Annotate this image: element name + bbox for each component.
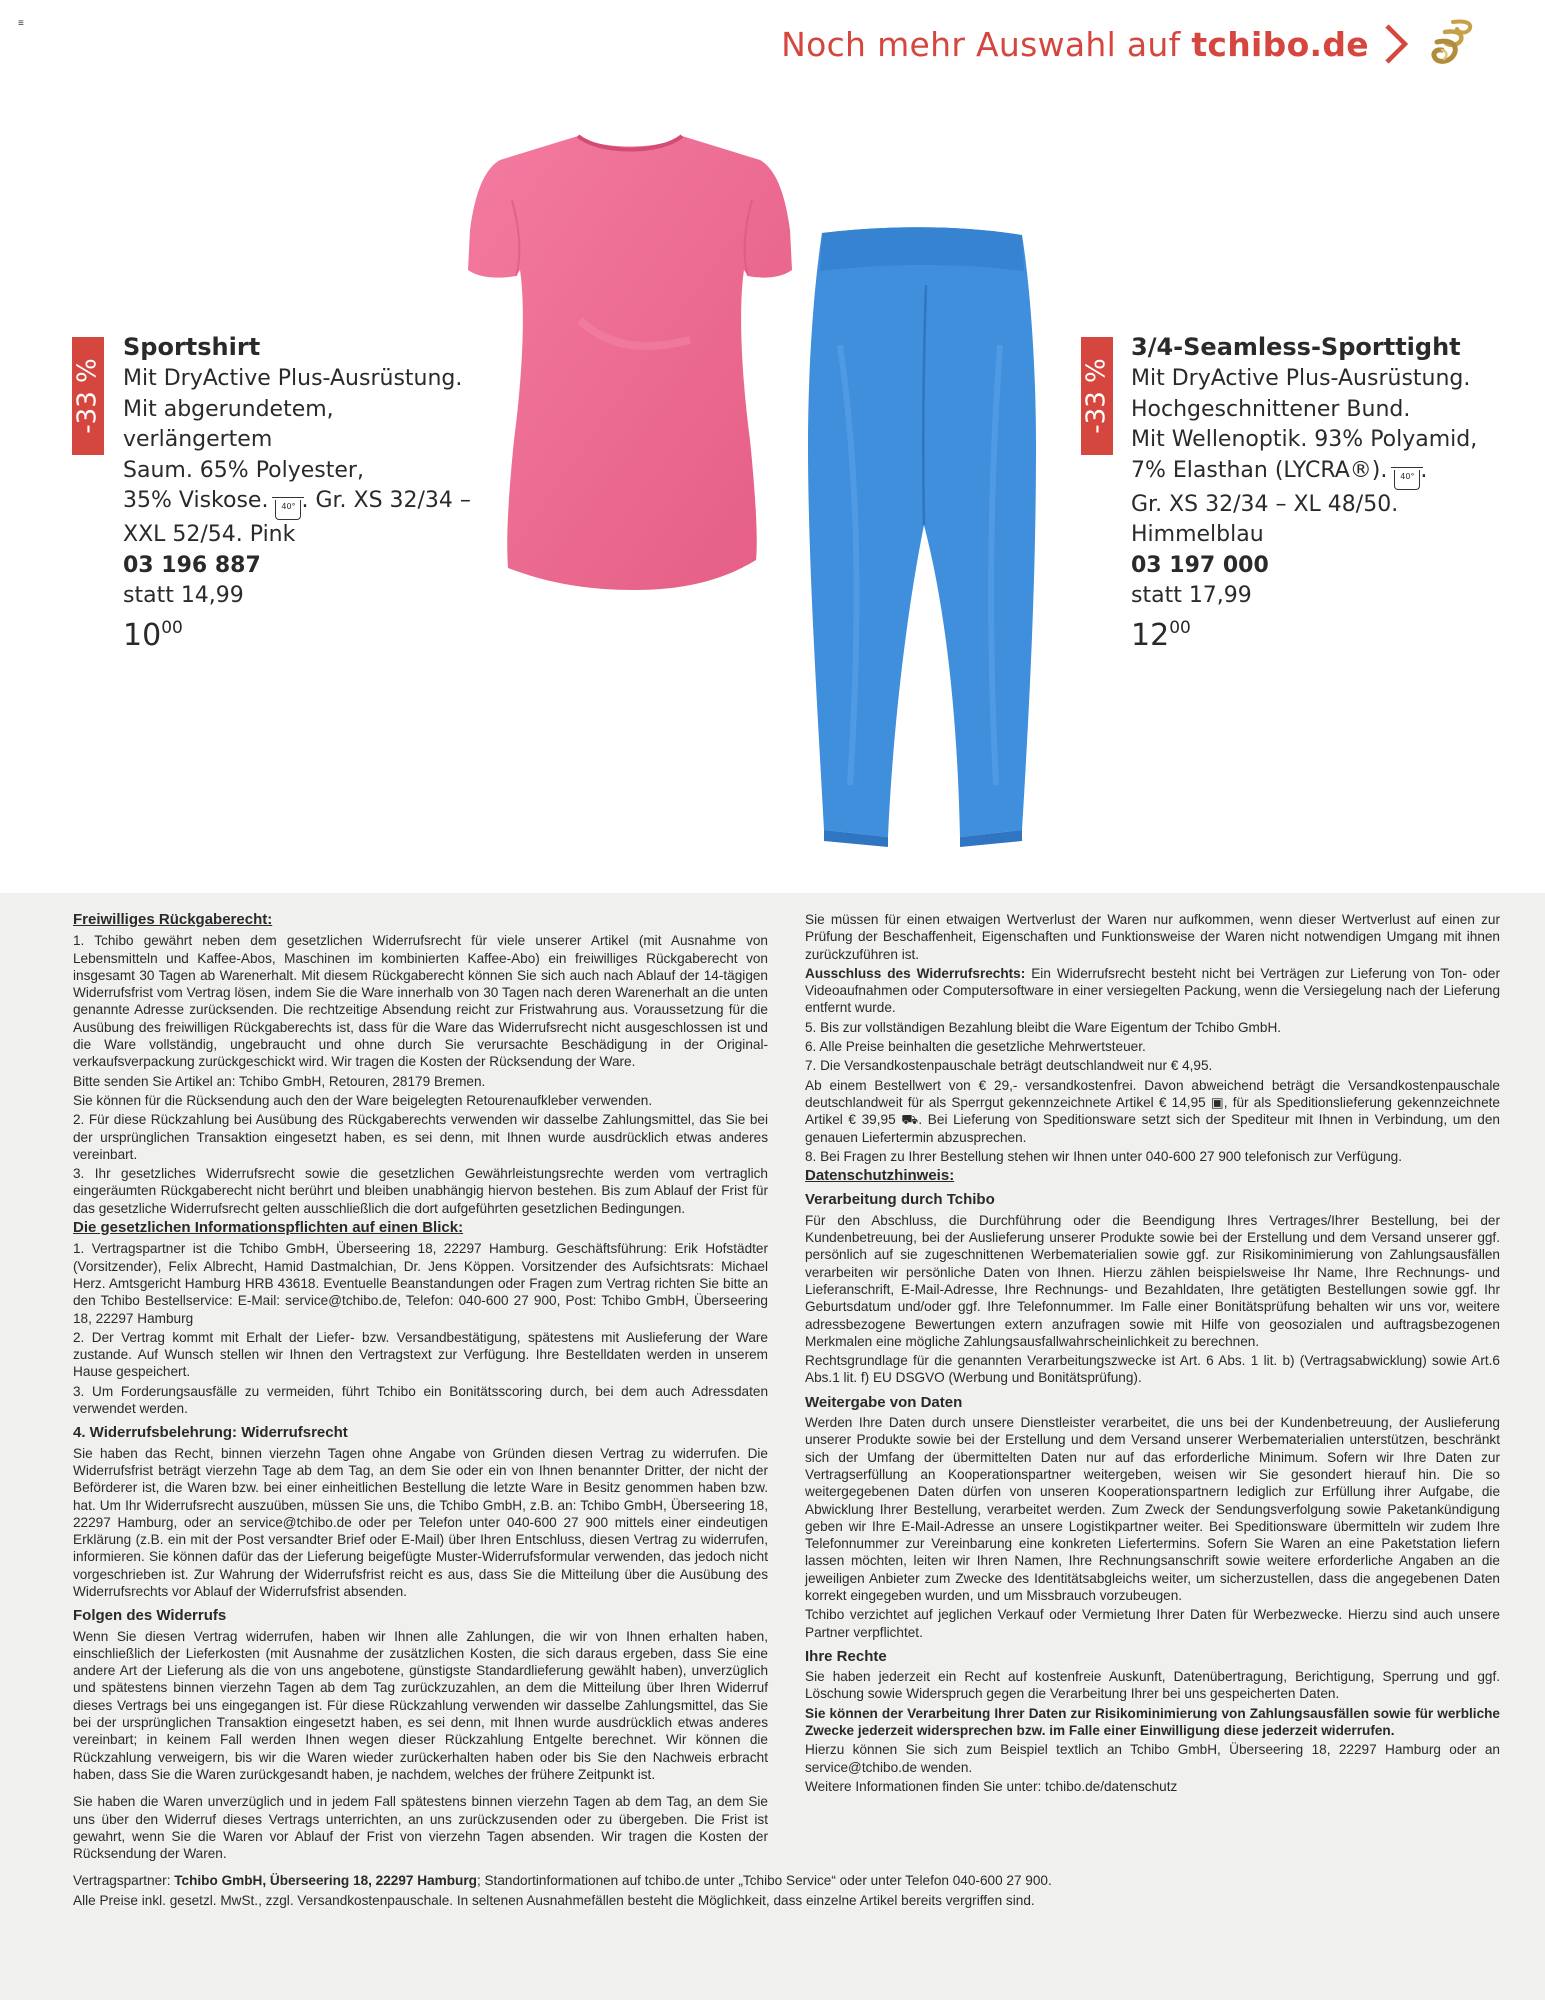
- top-banner[interactable]: [781, 14, 1479, 74]
- chevron-right-icon[interactable]: [1383, 23, 1409, 65]
- discount-badge: -33 %: [72, 337, 104, 455]
- legal-paragraph: 1. Vertragspartner ist die Tchibo GmbH, Überseering 18, 22297 Hamburg. Geschäftsführung: Erik Hofstädter (Vorsitzender), Felix Albrecht, Hamid Dastmalchian, Dr. Jens Köppen. Vorsitzender des Aufsichtsrats: Michael Herz. Amtsgericht Hamburg HRB 43618. Eventuelle Beanstandungen oder Fragen zum Vertrag richten Sie bitte an den Tchibo Bestellservice: E-Mail: service@tchibo.de, Telefon: 040-600 27 900, Post: Tchibo GmbH, Überseering 18, 22297 Hamburg: [73, 1241, 768, 1326]
- corner-mark: ≡: [18, 18, 24, 29]
- old-price: statt 14,99: [123, 583, 244, 608]
- legal-paragraph: Für den Abschluss, die Durchführung oder die Beendigung Ihres Vertrages/Ihrer Bestellung, bei der Kundenbetreuung, bei der Auslieferung unserer Produkte sowie bei der Erstellung und dem Versand unserer ggf. persönlich auf sie zugeschnittenen Werbematerialien sowie ggf. zur Risikominimierung von Zahlungsausfällen verarbeiten wir persönliche Daten von Ihnen. Hierzu zählen beispielsweise Ihr Name, Ihre Rechnungs- und Lieferanschrift, E-Mail-Adresse, Ihre Rechnungs- und Bezahldaten, Ihre getätigten Bestellungen sowie ggf. Ihr Geburtsdatum und/oder ggf. Ihre Telefonnummer. Im Falle einer Bonitätsprüfung behalten wir uns vor, weitere adressbezogene Bewertungen extern anzufragen sowie mit Hilfe von geosozialen und auftragsbezogenen Merkmalen eine mögliche Zahlungsausfallwahrscheinlichkeit zu berechnen.: [805, 1212, 1500, 1349]
- legal-paragraph: Weitere Informationen finden Sie unter: tchibo.de/datenschutz: [805, 1778, 1178, 1794]
- footer-price-note: Alle Preise inkl. gesetzl. MwSt., zzgl. Versandkostenpauschale. In seltenen Ausnahmefällen besteht die Möglichkeit, dass einzelne Artikel bereits vergriffen sind.: [73, 1892, 1035, 1908]
- product-desc-line: 7% Elasthan (LYCRA®). 40° .: [1131, 456, 1501, 490]
- section-subheading: Folgen des Widerrufs: [73, 1607, 227, 1625]
- legal-paragraph: Sie müssen für einen etwaigen Wertverlust der Waren nur aufkommen, wenn dieser Wertverlust auf einen zur Prüfung der Beschaffenheit, Eigenschaften und Funktionsweise der Waren nicht notwendigen Umgang mit ihnen zurückzuführen ist.: [805, 912, 1500, 962]
- legal-paragraph: Rechtsgrundlage für die genannten Verarbeitungszwecke ist Art. 6 Abs. 1 lit. b) (Vertragsabwicklung) sowie Art.6 Abs.1 lit. f) EU DSGVO (Werbung und Bonitätsprüfung).: [805, 1353, 1500, 1386]
- legal-paragraph: 8. Bei Fragen zu Ihrer Bestellung stehen wir Ihnen unter 040-600 27 900 telefonisch zur Verfügung.: [805, 1148, 1402, 1164]
- product-sporttight[interactable]: [1131, 332, 1501, 653]
- legal-paragraph: Sie haben die Waren unverzüglich und in jedem Fall spätestens binnen vierzehn Tagen ab dem Tag, an dem Sie uns über den Widerruf dieses Vertrags unterrichten, an uns zurückzusenden oder zu übergeben. Die Frist ist gewahrt, wenn Sie die Waren vor Ablauf der Frist von vierzehn Tagen absenden. Wir tragen die Kosten der Rücksendung der Waren.: [73, 1794, 768, 1862]
- legal-paragraph: Sie haben das Recht, binnen vierzehn Tagen ohne Angabe von Gründen diesen Vertrag zu widerrufen. Die Widerrufsfrist beträgt vierzehn Tage ab dem Tag, an dem Sie oder ein von Ihnen benannter Dritter, der nicht der Beförderer ist, die Waren bzw. bei einer einheitlichen Bestellung die letzte Ware in Besitz genommen haben bzw. hat. Um Ihr Widerrufsrecht auszuüben, müssen Sie uns, die Tchibo GmbH, z.B. an: Tchibo GmbH, Überseering 18, 22297 Hamburg, oder an service@tchibo.de oder per Telefon unter 040-600 27 900 mittels einer eindeutigen Erklärung (z.B. ein mit der Post versandter Brief oder E-Mail) über Ihren Entschluss, diesen Vertrag zu widerrufen, informieren. Sie können dafür das der Lieferung beigefügte Muster-Widerrufsformular verwenden, das jedoch nicht vorgeschrieben ist. Zur Wahrung der Widerrufsfrist reicht es aus, dass Sie die Mitteilung über die Ausübung des Widerrufsrechts vor Ablauf der Widerrufsfrist absenden.: [73, 1445, 768, 1599]
- product-title[interactable]: Sportshirt: [123, 333, 261, 361]
- price: $10^{00}$: [123, 617, 183, 653]
- product-desc-line: Hochgeschnittener Bund.: [1131, 396, 1411, 422]
- legal-paragraph: Werden Ihre Daten durch unsere Dienstleister verarbeitet, die uns bei der Kundenbetreuung, der Auslieferung unserer Produkte sowie bei der Erstellung und dem Versand unserer Werbematerialien unterstützen, beschränkt sich der Umfang der übermittelten Daten nur auf das erforderliche Minimum. Sofern wir Ihre Daten zur Vertragserfüllung an Kooperationspartner weitergeben, weisen wir Sie gesondert hierauf hin. Die so weitergegebenen Daten dürfen von unseren Kooperationspartnern lediglich zur Erfüllung ihrer Aufgabe, die Abwicklung Ihrer Bestellung, verarbeitet werden. Zum Zweck der Sendungsverfolgung sowie Paketankündigung geben wir Ihre E-Mail-Adresse an unsere Logistikpartner weiter. Bei Speditionsware übermitteln wir zudem Ihre Telefonnummer zur Vereinbarung eine konkreten Liefertermins. Sofern Sie Waren an eine Paketstation liefern lassen möchten, leiten wir Ihren Namen, Ihre Rechnungsanschrift sowie weitere erforderliche Angaben an die jeweiligen Anbieter zum Zwecke des Identitätsabgleichs weiter, um sicherzustellen, dass die angegebenen Daten korrekt eingegeben wurden, und um Missbrauch vorzubeugen.: [805, 1415, 1500, 1603]
- legal-paragraph: Sie können für die Rücksendung auch den der Ware beigelegten Retourenaufkleber verwenden.: [73, 1092, 653, 1108]
- footer-contract-partner: Vertragspartner: Tchibo GmbH, Überseering 18, 22297 Hamburg; Standortinformationen auf tchibo.de unter „Tchibo Service“ oder unter Telefon 040-600 27 900.: [73, 1873, 1052, 1889]
- wash-40-icon: 40°: [275, 500, 301, 520]
- legal-paragraph: Tchibo verzichtet auf jeglichen Verkauf oder Vermietung Ihrer Daten für Werbezwecke. Hierzu sind auch unsere Partner verpflichtet.: [805, 1607, 1500, 1640]
- legal-paragraph: Sie haben jederzeit ein Recht auf kostenfreie Auskunft, Datenübertragung, Berichtigung, Sperrung und ggf. Löschung sowie Widerspruch gegen die Verarbeitung Ihrer bei uns gespeicherten Daten.: [805, 1669, 1500, 1702]
- product-desc-line: Mit abgerundetem, verlängertem: [123, 396, 334, 452]
- legal-paragraph: Ab einem Bestellwert von € 29,- versandkostenfrei. Davon abweichend beträgt die Versandkostenpauschale deutschlandweit für als Sperrgut gekennzeichnete Artikel € 14,95 ▣, für als Speditionslieferung gekennzeichnete Artikel € 39,95 ⛟. Bei Lieferung von Speditionsware setzt sich der Spediteur mit Ihnen in Verbindung, um den genauen Liefertermin abzusprechen.: [805, 1077, 1500, 1145]
- wash-40-icon: 40°: [1394, 470, 1420, 490]
- legal-paragraph: 6. Alle Preise beinhalten die gesetzliche Mehrwertsteuer.: [805, 1039, 1146, 1055]
- banner-text[interactable]: [781, 25, 1369, 64]
- product-title[interactable]: 3/4-Seamless-Sporttight: [1131, 333, 1461, 361]
- product-desc-line: Saum. 65% Polyester,: [123, 457, 364, 483]
- banner-brand: tchibo.de: [1191, 24, 1369, 64]
- section-subheading: Ihre Rechte: [805, 1647, 887, 1665]
- legal-paragraph: Sie können der Verarbeitung Ihrer Daten zur Risikominimierung von Zahlungsausfällen sowie für werbliche Zwecke jederzeit widersprechen bzw. im Falle einer Einwilligung diese jederzeit widerrufen.: [805, 1705, 1500, 1739]
- product-desc-line: 35% Viskose. 40° . Gr. XS 32/34 –: [123, 486, 483, 520]
- product-desc-line: XXL 52/54. Pink: [123, 522, 296, 547]
- legal-paragraph: Bitte senden Sie Artikel an: Tchibo GmbH, Retouren, 28179 Bremen.: [73, 1073, 486, 1089]
- product-desc-line: Himmelblau: [1131, 522, 1264, 547]
- legal-paragraph: 2. Für diese Rückzahlung bei Ausübung des Rückgaberechts verwenden wir dasselbe Zahlungsmittel, das Sie bei der ursprünglichen Transaktion eingesetzt haben, es sei denn, mit Ihnen wurde ausdrücklich etwas anderes vereinbart.: [73, 1112, 768, 1162]
- section-subheading: Verarbeitung durch Tchibo: [805, 1191, 995, 1209]
- banner-prefix: Noch mehr Auswahl auf: [781, 24, 1192, 64]
- product-desc-line: Gr. XS 32/34 – XL 48/50.: [1131, 491, 1399, 517]
- legal-paragraph: 5. Bis zur vollständigen Bezahlung bleibt die Ware Eigentum der Tchibo GmbH.: [805, 1019, 1282, 1035]
- section-heading: Datenschutzhinweis:: [805, 1167, 955, 1185]
- discount-badge: -33 %: [1081, 337, 1113, 455]
- old-price: statt 17,99: [1131, 583, 1252, 608]
- sporttight-image[interactable]: [800, 225, 1045, 850]
- legal-paragraph: Ausschluss des Widerrufsrechts: Ein Widerrufsrecht besteht nicht bei Verträgen zur Lieferung von Ton- oder Videoaufnahmen oder Computersoftware in einer versiegelten Packung, wenn die Versiegelung nach der Lieferung entfernt wurde.: [805, 965, 1501, 1016]
- product-desc-line: Mit Wellenoptik. 93% Polyamid,: [1131, 427, 1478, 452]
- legal-section: [0, 893, 1545, 2000]
- article-number: 03 197 000: [1131, 552, 1269, 578]
- legal-paragraph: 2. Der Vertrag kommt mit Erhalt der Liefer- bzw. Versandbestätigung, spätestens mit Auslieferung der Ware zustande. Auf Wunsch stellen wir Ihnen den Vertragstext zur Verfügung. Ihre Bestelldaten werden in unserem Hause gespeichert.: [73, 1329, 768, 1380]
- section-subheading: 4. Widerrufsbelehrung: Widerrufsrecht: [73, 1424, 348, 1442]
- sportshirt-image[interactable]: [460, 120, 800, 600]
- legal-paragraph: 3. Ihr gesetzliches Widerrufsrecht sowie die gesetzlichen Gewährleistungsrechte werden vom vertraglich eingeräumten Rückgaberecht nicht berührt und bleiben unabhängig hiervon bestehen. Bis zum Ablauf der Frist für das gesetzliche Widerrufsrecht gelten ausschließlich die dort aufgeführten gesetzlichen Bedingungen.: [73, 1166, 768, 1216]
- product-sportshirt[interactable]: [123, 332, 483, 653]
- product-desc-line: Mit DryActive Plus-Ausrüstung.: [1131, 366, 1471, 391]
- price: $12^{00}$: [1131, 617, 1191, 653]
- legal-paragraph: 1. Tchibo gewährt neben dem gesetzlichen Widerrufsrecht für viele unserer Artikel (mit Ausnahme von Lebensmitteln und Kaffee-Abos, Maschinen im kombinierten Kaffee-Abo) ein freiwilliges Rückgaberecht von insgesamt 30 Tagen ab Warenerhalt. Mit diesem Rückgaberecht können Sie sich auch nach Ablauf der 14-tägigen Widerrufsfrist vom Vertrag lösen, indem Sie die Ware innerhalb von 30 Tagen nach deren Warenerhalt an die unten genannte Adresse zurücksenden. Die rechtzeitige Absendung reicht zur Fristwahrung aus. Voraussetzung für die Ausübung des freiwilligen Rückgaberechts ist, dass für die Ware das Widerrufsrecht nicht ausgeschlossen ist und die Ware vollständig, ungebraucht und ohne durch Sie verursachte Beschädigung in der Original-verkaufsverpackung zurückgeschickt wird. Wir tragen die Kosten der Rücksendung der Ware.: [73, 933, 768, 1070]
- legal-paragraph: 7. Die Versandkostenpauschale beträgt deutschlandweit nur € 4,95.: [805, 1058, 1213, 1074]
- legal-paragraph: Wenn Sie diesen Vertrag widerrufen, haben wir Ihnen alle Zahlungen, die wir von Ihnen erhalten haben, einschließlich der Lieferkosten (mit Ausnahme der zusätzlichen Kosten, die sich daraus ergeben, dass Sie eine andere Art der Lieferung als die von uns angebotene, günstigste Standardlieferung gewählt haben), unverzüglich und spätestens binnen vierzehn Tagen ab dem Tag zurückzuzahlen, an dem die Mitteilung über Ihren Widerruf dieses Vertrags bei uns eingegangen ist. Für diese Rückzahlung verwenden wir dasselbe Zahlungsmittel, das Sie bei der ursprünglichen Transaktion eingesetzt haben, es sei denn, mit Ihnen wurde ausdrücklich etwas anderes vereinbart; in keinem Fall werden Ihnen wegen dieser Rückzahlung Entgelte berechnet. Wir können die Rückzahlung verweigern, bis wir die Waren wieder zurückerhalten haben oder bis Sie den Nachweis erbracht haben, dass Sie die Waren zurückgesandt haben, je nachdem, welches der frühere Zeitpunkt ist.: [73, 1628, 768, 1782]
- article-number: 03 196 887: [123, 552, 261, 578]
- section-heading: Die gesetzlichen Informationspflichten auf einen Blick:: [73, 1219, 464, 1237]
- product-desc-line: Mit DryActive Plus-Ausrüstung.: [123, 366, 463, 391]
- section-subheading: Weitergabe von Daten: [805, 1393, 963, 1411]
- section-heading: Freiwilliges Rückgaberecht:: [73, 911, 273, 928]
- legal-column-right: [805, 911, 1500, 1797]
- tchibo-logo-icon: [1423, 16, 1479, 72]
- legal-paragraph: 3. Um Forderungsausfälle zu vermeiden, führt Tchibo ein Bonitätsscoring durch, bei dem auch Adressdaten verwendet werden.: [73, 1383, 768, 1417]
- legal-paragraph: Hierzu können Sie sich zum Beispiel textlich an Tchibo GmbH, Überseering 18, 22297 Hamburg oder an service@tchibo.de wenden.: [805, 1742, 1500, 1775]
